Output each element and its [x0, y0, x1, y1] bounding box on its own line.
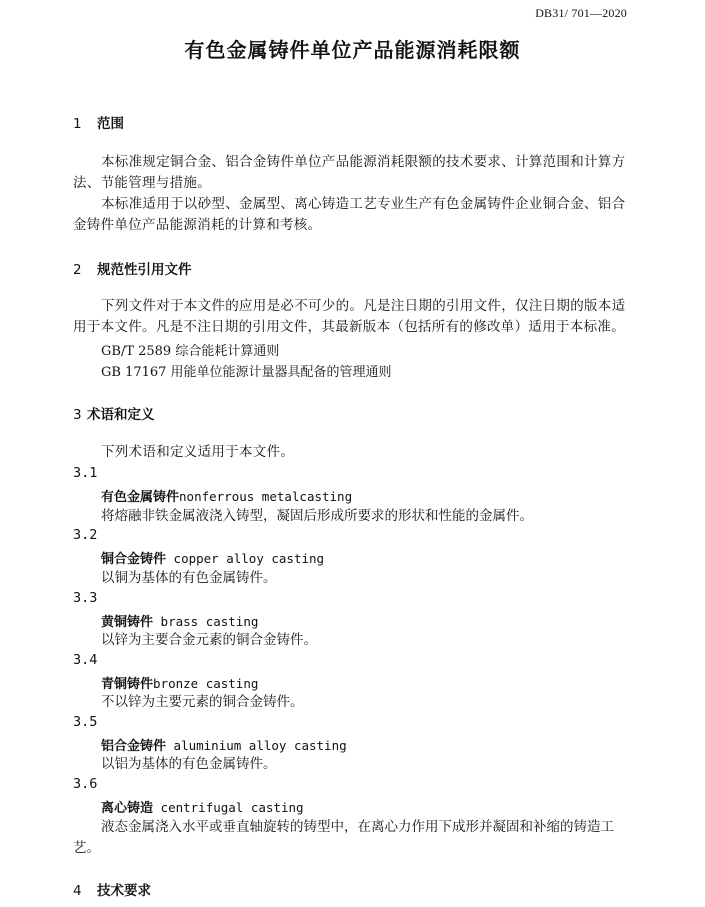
section-1-paragraph-1: 本标准规定铜合金、铝合金铸件单位产品能源消耗限额的技术要求、计算范围和计算方法、节能管理与措施。 — [73, 154, 626, 191]
normative-reference: GB/T 2589 综合能耗计算通则 — [101, 344, 280, 359]
section-number: 3 — [73, 407, 82, 423]
section-1-heading — [73, 112, 124, 132]
section-title: 术语和定义 — [87, 407, 155, 423]
term-number: 3.2 — [73, 527, 98, 543]
term-name-zh: 黄铜铸件 — [101, 615, 154, 630]
term-name — [101, 548, 324, 567]
section-number: 2 — [73, 262, 82, 278]
term-name-en: centrifugal casting — [153, 800, 304, 815]
term-definition: 将熔融非铁金属液浇入铸型，凝固后形成所要求的形状和性能的金属件。 — [101, 508, 533, 524]
term-name-zh: 青铜铸件 — [101, 677, 154, 692]
normative-reference: GB 17167 用能单位能源计量器具配备的管理通则 — [101, 365, 392, 380]
section-1-paragraph-2: 本标准适用于以砂型、金属型、离心铸造工艺专业生产有色金属铸件企业铜合金、铝合金铸件单位产品能源消耗的计算和考核。 — [73, 196, 626, 233]
term-name-zh: 离心铸造 — [101, 801, 154, 816]
term-name — [101, 735, 347, 754]
term-number: 3.4 — [73, 652, 98, 668]
term-definition: 以锌为主要合金元素的铜合金铸件。 — [101, 632, 317, 648]
term-name-zh: 铝合金铸件 — [101, 739, 167, 754]
section-number: 1 — [73, 116, 82, 132]
section-3-intro: 下列术语和定义适用于本文件。 — [101, 444, 295, 460]
term-name-zh: 铜合金铸件 — [101, 552, 167, 567]
section-title: 技术要求 — [97, 883, 151, 899]
term-number: 3.3 — [73, 590, 98, 606]
term-number: 3.5 — [73, 714, 98, 730]
term-name — [101, 486, 352, 505]
term-definition: 以铝为基体的有色金属铸件。 — [101, 756, 277, 772]
term-name-zh: 有色金属铸件 — [101, 490, 180, 505]
section-number: 4 — [73, 883, 82, 899]
section-title: 规范性引用文件 — [97, 262, 192, 278]
document-title: 有色金属铸件单位产品能源消耗限额 — [184, 38, 521, 62]
section-3-heading — [73, 403, 155, 423]
term-name — [101, 797, 304, 816]
term-number: 3.1 — [73, 465, 98, 481]
term-name-en: copper alloy casting — [166, 551, 325, 566]
section-4-heading — [73, 879, 151, 899]
document-code: DB31/ 701—2020 — [535, 6, 627, 20]
section-title: 范围 — [97, 116, 124, 132]
term-definition: 液态金属浇入水平或垂直轴旋转的铸型中，在离心力作用下成形并凝固和补缩的铸造工艺。 — [73, 819, 614, 856]
term-definition: 以铜为基体的有色金属铸件。 — [101, 570, 277, 586]
term-name — [101, 673, 258, 692]
term-name-en: nonferrous metalcasting — [179, 489, 353, 504]
term-definition: 不以锌为主要元素的铜合金铸件。 — [101, 694, 304, 710]
term-number: 3.6 — [73, 776, 98, 792]
term-name — [101, 611, 258, 630]
term-name-en: brass casting — [153, 614, 259, 629]
term-name-en: bronze casting — [153, 676, 259, 691]
section-2-heading — [73, 258, 192, 278]
term-name-en: aluminium alloy casting — [166, 738, 347, 753]
section-2-paragraph: 下列文件对于本文件的应用是必不可少的。凡是注日期的引用文件，仅注日期的版本适用于本文件。凡是不注日期的引用文件，其最新版本（包括所有的修改单）适用于本标准。 — [73, 298, 626, 335]
